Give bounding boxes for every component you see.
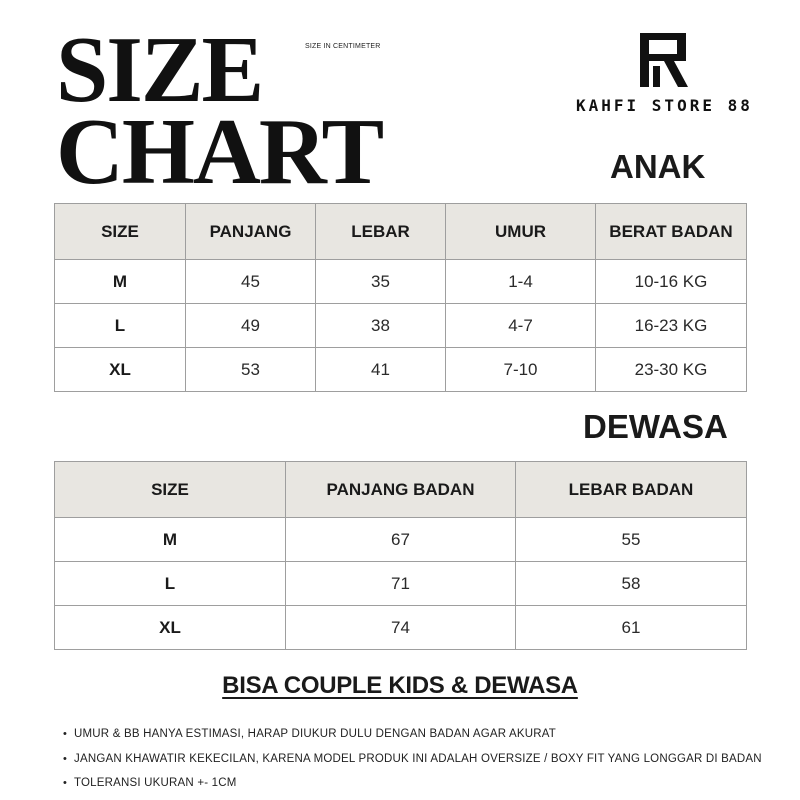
table-cell: 45 [186, 260, 316, 304]
size-cell: XL [55, 606, 286, 650]
page-title-line2: CHART [56, 100, 383, 204]
table-cell: 61 [516, 606, 747, 650]
table-cell: 49 [186, 304, 316, 348]
table-header-row [55, 204, 747, 260]
table-cell: 23-30 KG [596, 348, 747, 392]
table-cell: 16-23 KG [596, 304, 747, 348]
table-row [55, 260, 747, 304]
list-item: • UMUR & BB HANYA ESTIMASI, HARAP DIUKUR DULU DENGAN BADAN AGAR AKURAT [56, 722, 786, 747]
page-title-line1: SIZE [56, 18, 263, 122]
table-cell: 41 [316, 348, 446, 392]
brand-logo-icon [636, 30, 692, 90]
table-cell: 53 [186, 348, 316, 392]
couple-note: BISA COUPLE KIDS & DEWASA [222, 672, 578, 699]
table-cell: 1-4 [446, 260, 596, 304]
table-cell: 74 [286, 606, 516, 650]
table-cell: 67 [286, 518, 516, 562]
table-row [55, 562, 747, 606]
table-header-row [55, 462, 747, 518]
column-header-lebar-badan: LEBAR BADAN [516, 462, 747, 518]
couple-note-container [0, 672, 800, 700]
section-heading-anak: ANAK [610, 148, 706, 185]
brand-name: KAHFI STORE 88 [576, 96, 753, 115]
list-item: • JANGAN KHAWATIR KEKECILAN, KARENA MODEL PRODUK INI ADALAH OVERSIZE / BOXY FIT YANG LONGGAR DI BADAN [56, 747, 786, 772]
column-header-umur: UMUR [446, 204, 596, 260]
column-header-panjang-badan: PANJANG BADAN [286, 462, 516, 518]
column-header-size: SIZE [55, 462, 286, 518]
column-header-berat-badan: BERAT BADAN [596, 204, 747, 260]
size-cell: M [55, 260, 186, 304]
size-table-dewasa [54, 461, 747, 650]
table-cell: 10-16 KG [596, 260, 747, 304]
table-row [55, 304, 747, 348]
list-item: • TOLERANSI UKURAN +- 1CM [56, 771, 786, 796]
size-cell: XL [55, 348, 186, 392]
table-cell: 55 [516, 518, 747, 562]
table-cell: 58 [516, 562, 747, 606]
table-cell: 7-10 [446, 348, 596, 392]
size-cell: L [55, 304, 186, 348]
table-row [55, 606, 747, 650]
column-header-size: SIZE [55, 204, 186, 260]
size-table-anak [54, 203, 747, 392]
table-row [55, 348, 747, 392]
table-cell: 71 [286, 562, 516, 606]
table-cell: 35 [316, 260, 446, 304]
table-cell: 4-7 [446, 304, 596, 348]
section-heading-dewasa: DEWASA [583, 408, 728, 445]
size-cell: M [55, 518, 286, 562]
unit-subtitle: SIZE IN CENTIMETER [305, 43, 381, 50]
table-row [55, 518, 747, 562]
column-header-lebar: LEBAR [316, 204, 446, 260]
table-cell: 38 [316, 304, 446, 348]
notes-list [56, 722, 786, 796]
column-header-panjang: PANJANG [186, 204, 316, 260]
size-cell: L [55, 562, 286, 606]
